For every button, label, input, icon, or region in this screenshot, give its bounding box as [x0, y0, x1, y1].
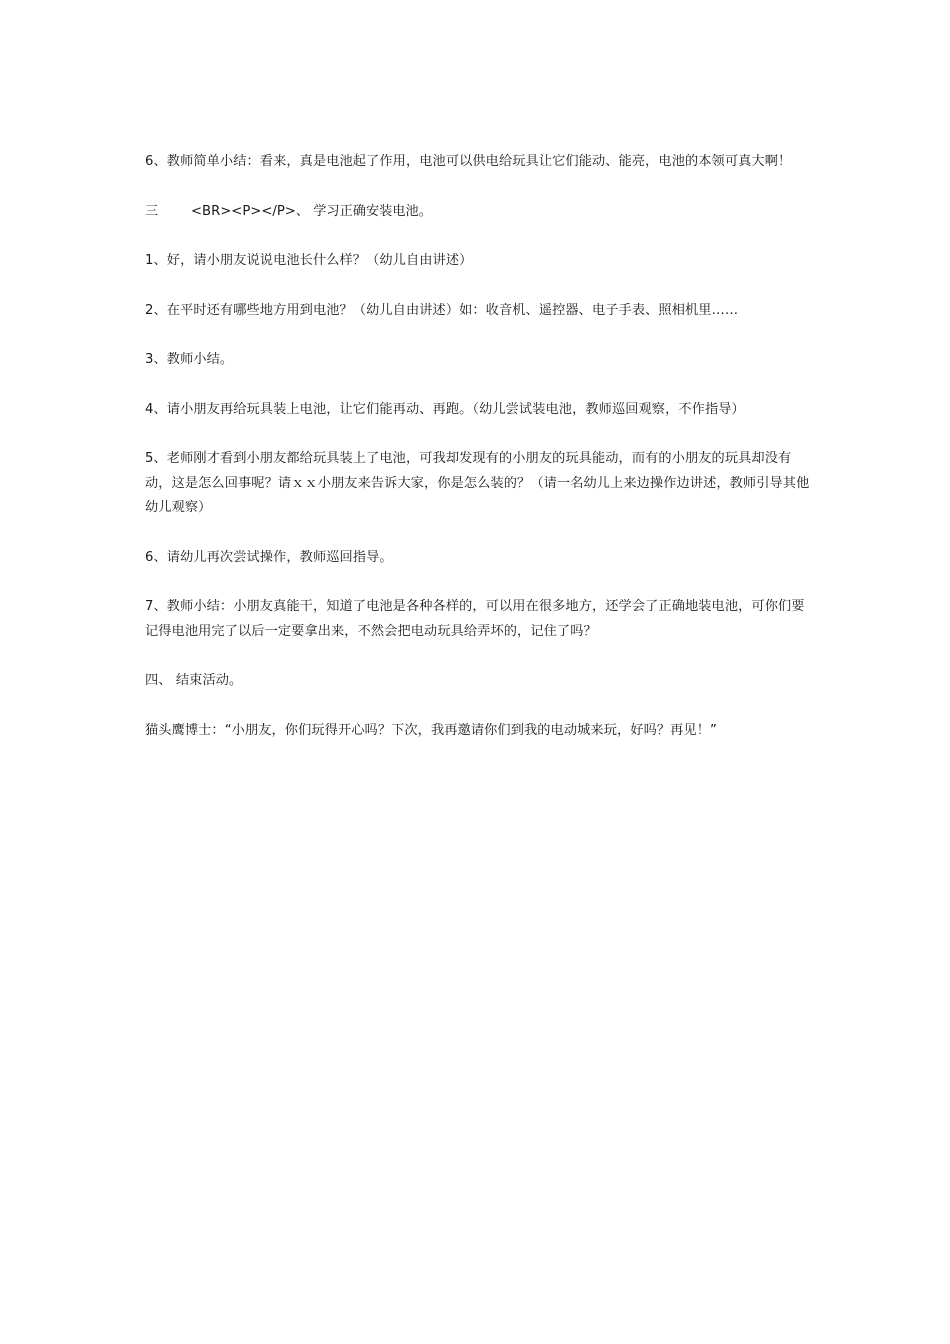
section-3-number: 三: [145, 203, 159, 219]
paragraph-step-5: 5、老师刚才看到小朋友都给玩具装上了电池，可我却发现有的小朋友的玩具能动，而有的小朋友的玩具却没有动，这是怎么回事呢？请ｘｘ小朋友来告诉大家，你是怎么装的？（请一名幼儿上来边操作边讲述，教师引导其他幼儿观察）: [145, 451, 810, 515]
paragraph-step-6-summary: 6、教师简单小结：看来，真是电池起了作用，电池可以供电给玩具让它们能动、能亮，电池的本领可真大啊！: [145, 154, 792, 169]
paragraph-step-3: 3、教师小结。: [145, 352, 234, 367]
paragraph-closing-quote: 猫头鹰博士：“小朋友，你们玩得开心吗？下次，我再邀请你们到我的电动城来玩，好吗？再见！”: [145, 722, 717, 738]
paragraph-step-7: 7、教师小结：小朋友真能干，知道了电池是各种各样的，可以用在很多地方，还学会了正确地装电池，可你们要记得电池用完了以后一定要拿出来，不然会把电动玩具给弄坏的，记住了吗？: [145, 599, 805, 639]
section-3-title: <BR><P></P>、 学习正确安装电池。: [191, 203, 432, 219]
section-3-heading: [145, 200, 817, 225]
document-body: [145, 150, 817, 768]
paragraph-step-4: 4、请小朋友再给玩具装上电池，让它们能再动、再跑。（幼儿尝试装电池，教师巡回观察，不作指导）: [145, 401, 745, 417]
paragraph-step-1: 1、好，请小朋友说说电池长什么样？（幼儿自由讲述）: [145, 253, 473, 268]
section-4-heading: 四、 结束活动。: [145, 673, 243, 688]
paragraph-step-2: 2、在平时还有哪些地方用到电池？（幼儿自由讲述）如：收音机、遥控器、电子手表、照相机里……: [145, 302, 739, 318]
paragraph-step-6: 6、请幼儿再次尝试操作，教师巡回指导。: [145, 549, 393, 565]
